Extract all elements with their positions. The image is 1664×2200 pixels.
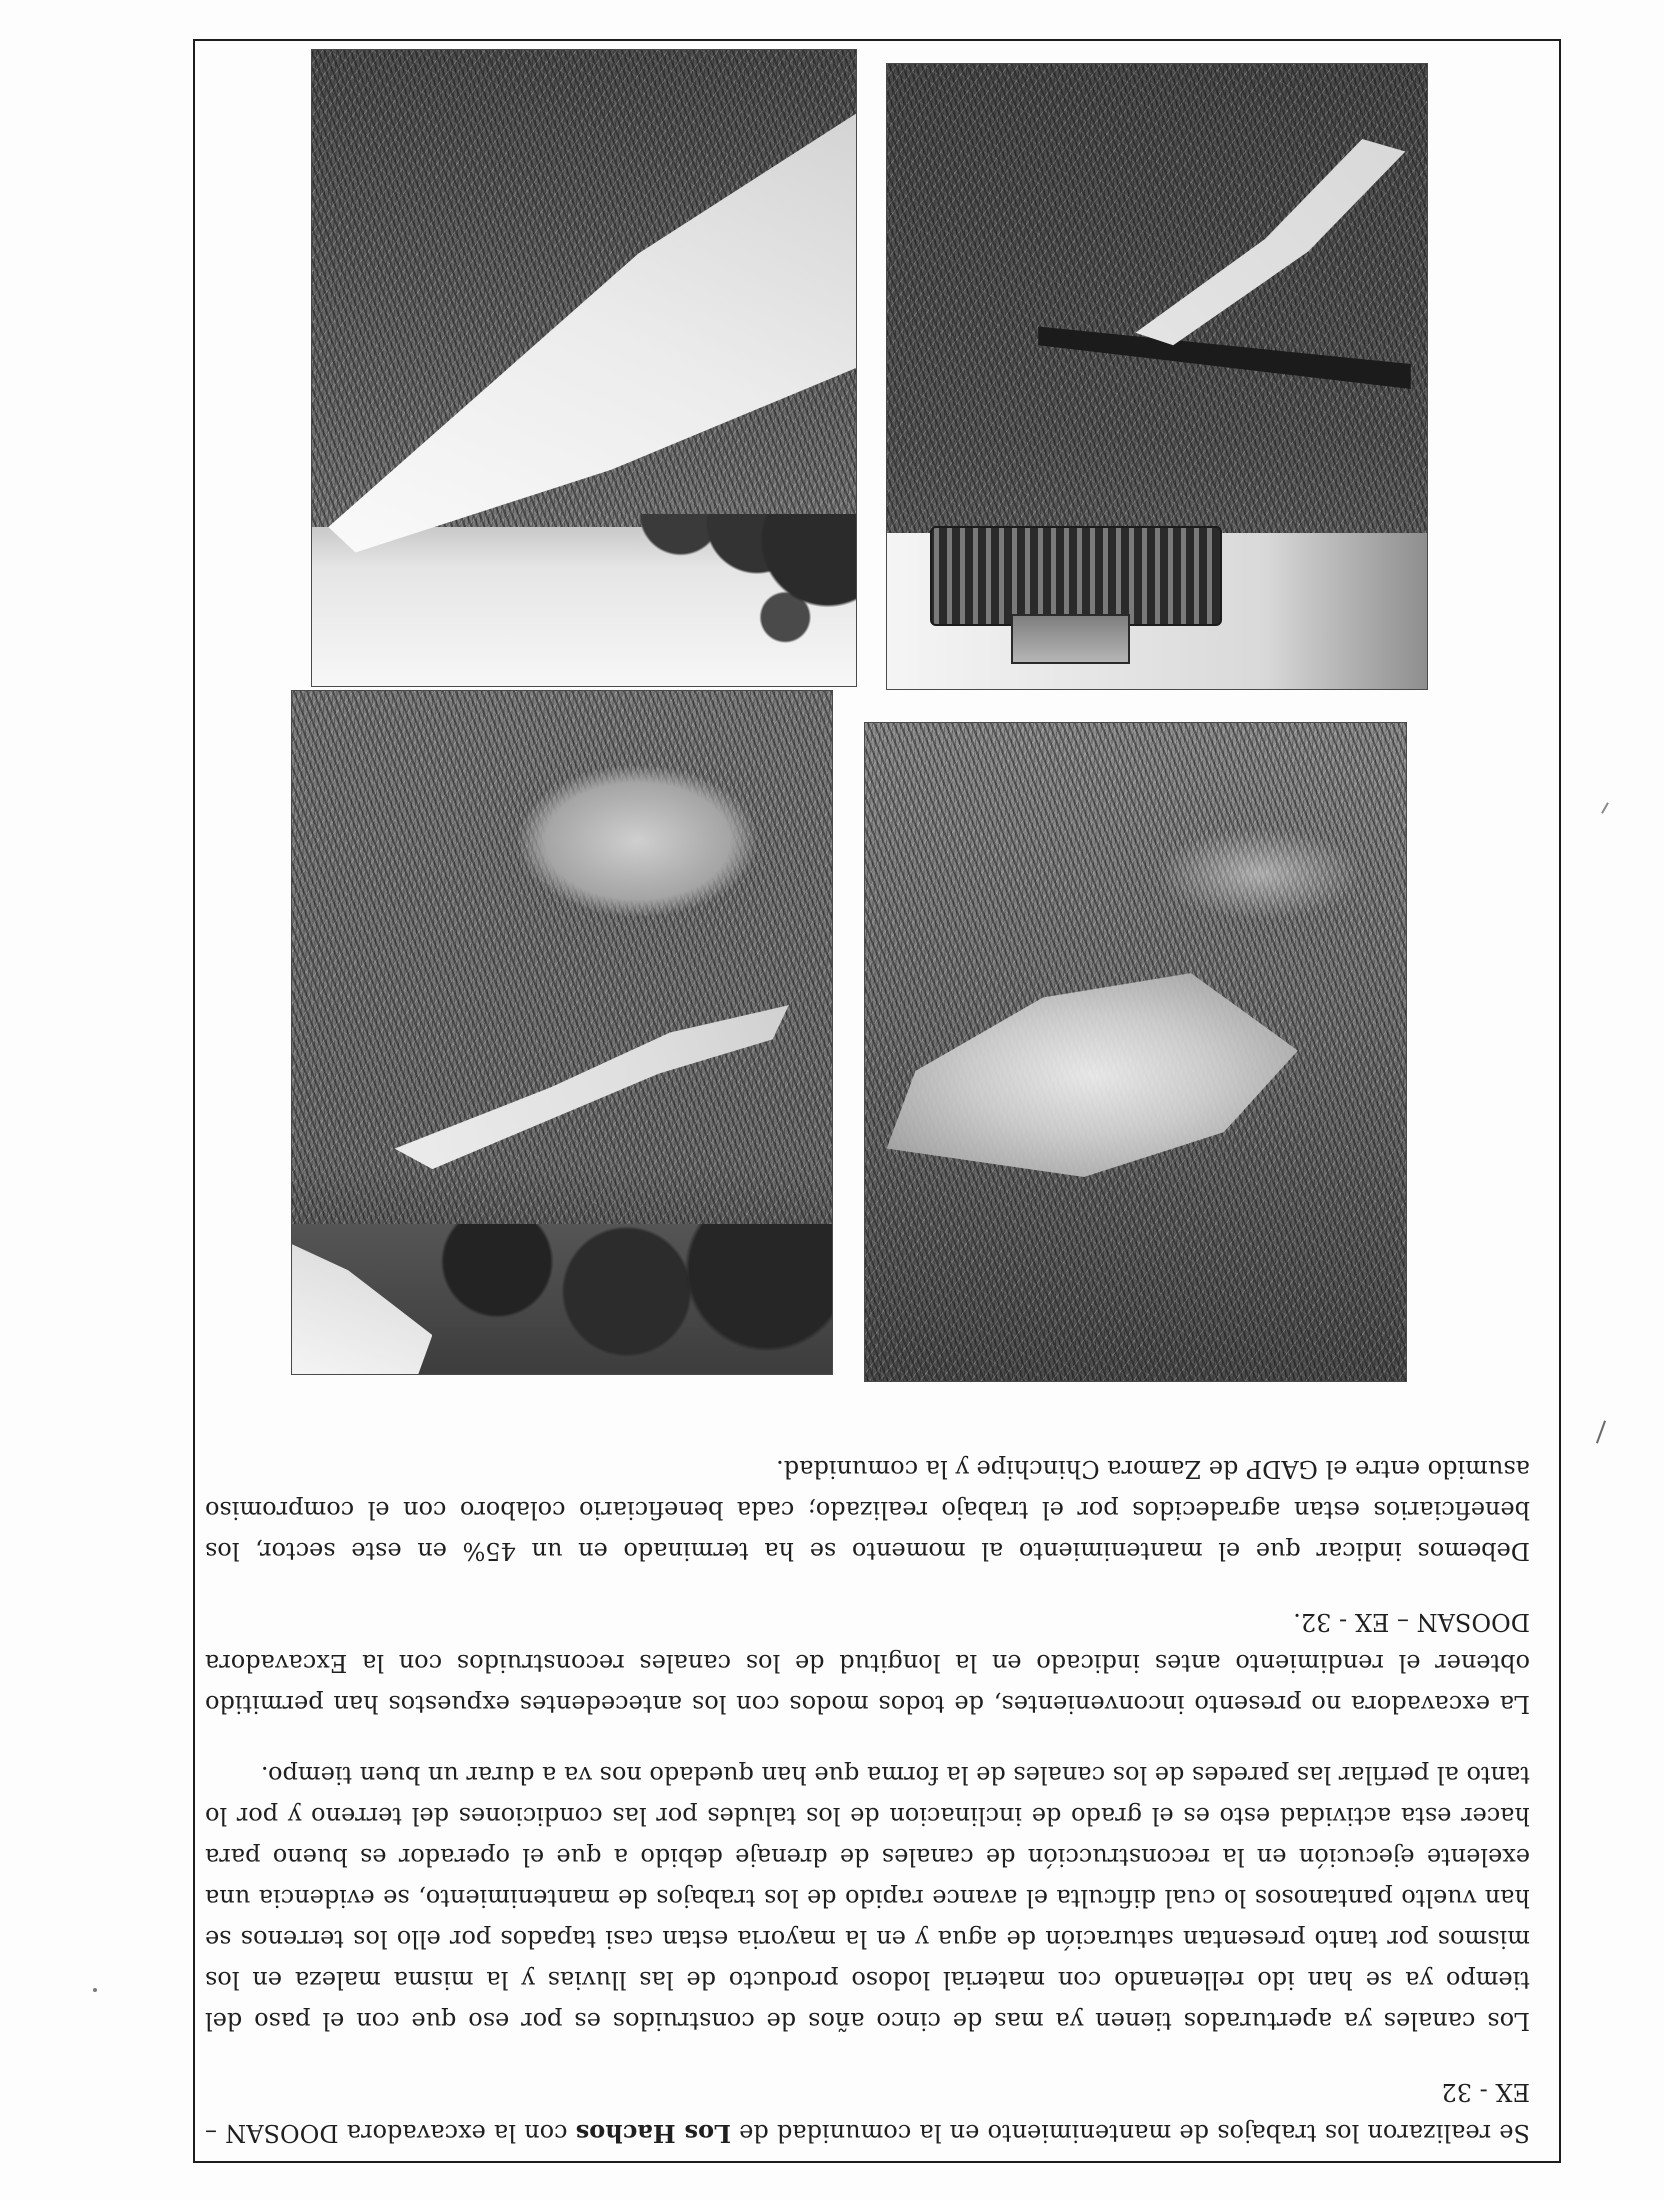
photo-drainage-canal: [311, 49, 857, 687]
progress-paragraph: Debemos indicar que el mantenimiento al momento se ha terminado en un 45% en este sector, los beneficiarios estan agradecidos por el trabajo realizado; cada beneficiario colaboro con el compromiso asumido entre el GADP de Zamora Chinchipe y la comunidad.: [205, 1455, 1530, 1565]
mud-patch: [1157, 828, 1363, 920]
excavator-tracks: [930, 527, 1222, 627]
scan-pen-mark: [1601, 802, 1609, 813]
scan-pen-mark: [1596, 1420, 1606, 1443]
intro-paragraph: [205, 2071, 1530, 2154]
intro-text-before: Se realizaron los trabajos de mantenimiento en la comunidad de: [730, 2119, 1530, 2147]
photo-stream-channel: [291, 690, 833, 1375]
report-text: [205, 1448, 1530, 2154]
scan-dot-mark: [93, 1988, 97, 1992]
excavator-paragraph: La excavadora no presento inconvenientes, de todos modos con los antecedentes expuestos han permitido obtener el rendimiento antes indicado en la longitud de los canales reconstruidos con la Excavadora DOOSAN – EX - 32.: [205, 1608, 1530, 1718]
excavator-cab: [1011, 614, 1130, 664]
soil-patch: [519, 766, 757, 916]
tree-line: [573, 514, 856, 686]
intro-text-after: con la excavadora DOOSAN – EX - 32: [205, 2078, 1530, 2147]
photo-excavator-channel: [886, 63, 1428, 690]
community-name: Los Hachos: [575, 2119, 731, 2148]
channels-paragraph: Los canales ya aperturados tienen ya mas de cinco años de construidos es por eso que con el paso del tiempo ya se han ido rellenando con material lodoso producto de las lluvias y la misma maleza en los mismos por tanto presentan saturación de agua y en la mayoria estan casi tapados por ello los terrenos se han vuelto pantanosos lo cual dificulta el avance rapido de los trabajos de mantenimiento, se evidencia una exelente ejecución en la reconstrucción de canales de drenaje debido a que el operador es bueno para hacer esta actividad esto es el grado de inclinacion de los taludes por las condiciones del terreno y por lo tanto al perfilar las paredes de los canales de la forma que han quedado nos va a durar un buen tiempo.: [205, 1761, 1530, 2035]
photo-water-reflection: [864, 722, 1407, 1382]
